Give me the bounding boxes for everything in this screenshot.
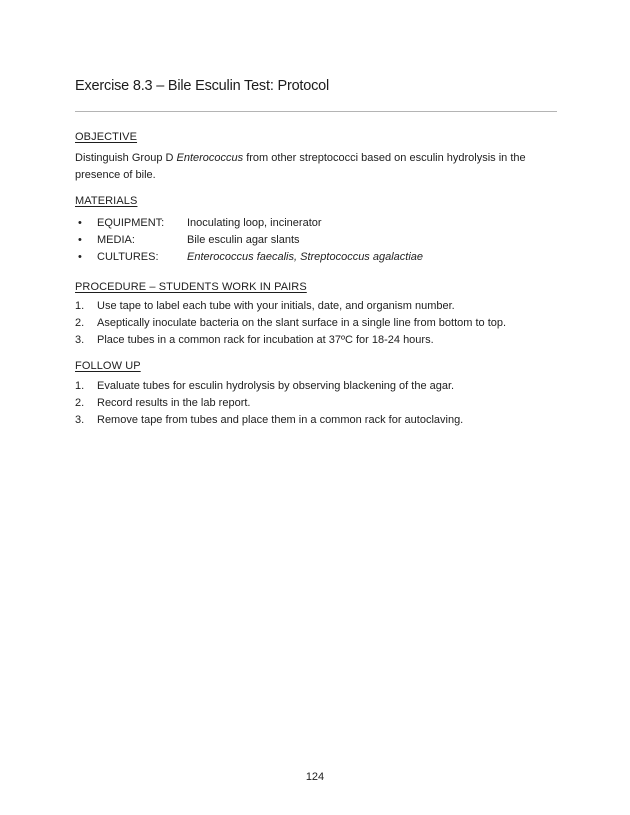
page-number: 124 [305, 771, 325, 783]
objective-text-after: from other streptococci based on esculin hydrolysis in the presence of bile. [75, 152, 526, 181]
material-label: CULTURES: [97, 251, 159, 263]
procedure-heading: PROCEDURE – STUDENTS WORK IN PAIRS [75, 281, 307, 293]
list-item [75, 215, 557, 232]
bullet-icon: • [78, 234, 82, 246]
follow-up-list [75, 378, 557, 429]
list-item [75, 298, 557, 315]
material-value: Bile esculin agar slants [187, 234, 300, 246]
step-text: Remove tape from tubes and place them in a common rack for autoclaving. [97, 414, 464, 426]
list-item [75, 315, 557, 332]
material-label: MEDIA: [97, 234, 135, 246]
objective-paragraph [75, 150, 557, 183]
step-number: 2. [75, 317, 85, 329]
step-text: Use tape to label each tube with your initials, date, and organism number. [97, 300, 455, 312]
step-text: Record results in the lab report. [97, 397, 251, 409]
material-label: EQUIPMENT: [97, 217, 165, 229]
procedure-list [75, 298, 557, 349]
material-value: Enterococcus faecalis, Streptococcus agalactiae [187, 251, 424, 263]
step-text: Aseptically inoculate bacteria on the slant surface in a single line from bottom to top. [97, 317, 507, 329]
step-number: 3. [75, 414, 85, 426]
materials-heading: MATERIALS [75, 195, 138, 207]
title-divider [75, 111, 557, 112]
list-item [75, 412, 557, 429]
bullet-icon: • [78, 251, 82, 263]
list-item [75, 332, 557, 349]
objective-text-italic: Enterococcus [176, 152, 244, 164]
list-item [75, 395, 557, 412]
step-number: 1. [75, 380, 85, 392]
document-content [75, 76, 557, 429]
step-number: 1. [75, 300, 85, 312]
document-title: Exercise 8.3 – Bile Esculin Test: Protocol [75, 78, 330, 94]
list-item [75, 249, 557, 266]
list-item [75, 232, 557, 249]
bullet-icon: • [78, 217, 82, 229]
list-item [75, 378, 557, 395]
material-value: Inoculating loop, incinerator [187, 217, 322, 229]
step-text: Evaluate tubes for esculin hydrolysis by observing blackening of the agar. [97, 380, 455, 392]
step-text: Place tubes in a common rack for incubation at 37ºC for 18-24 hours. [97, 334, 434, 346]
step-number: 3. [75, 334, 85, 346]
materials-list [75, 215, 557, 266]
step-number: 2. [75, 397, 85, 409]
objective-text-before: Distinguish Group D [75, 152, 177, 164]
objective-heading: OBJECTIVE [75, 131, 138, 143]
follow-up-heading: FOLLOW UP [75, 360, 141, 372]
